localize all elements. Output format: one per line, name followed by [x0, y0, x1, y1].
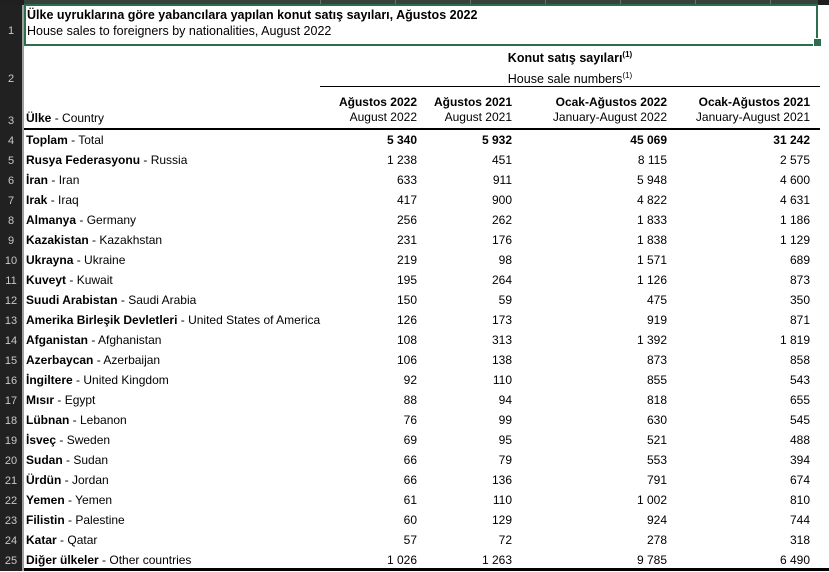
- country-cell[interactable]: Kazakistan - Kazakhstan: [26, 233, 163, 247]
- row-number[interactable]: 2: [7, 73, 15, 85]
- row-number[interactable]: 12: [4, 295, 18, 307]
- country-cell[interactable]: Rusya Federasyonu - Russia: [26, 153, 188, 167]
- table-row[interactable]: [24, 510, 820, 530]
- row-number[interactable]: 16: [4, 375, 18, 387]
- value-cell[interactable]: 278: [646, 533, 667, 547]
- row-number[interactable]: 20: [4, 455, 18, 467]
- value-cell[interactable]: 110: [492, 493, 512, 507]
- title-english: House sales to foreigners by nationalities, August 2022: [27, 24, 332, 38]
- value-cell[interactable]: 1 026: [386, 553, 417, 567]
- country-cell[interactable]: Suudi Arabistan - Saudi Arabia: [26, 293, 197, 307]
- country-cell[interactable]: Amerika Birleşik Devletleri - United States of America: [26, 313, 321, 327]
- value-cell[interactable]: 95: [498, 433, 512, 447]
- row-number[interactable]: 17: [4, 395, 18, 407]
- value-cell[interactable]: 1 819: [779, 333, 810, 347]
- country-cell[interactable]: Almanya - Germany: [26, 213, 137, 227]
- value-cell[interactable]: 4 822: [636, 193, 667, 207]
- value-cell[interactable]: 6 490: [779, 553, 810, 567]
- country-cell[interactable]: Kuveyt - Kuwait: [26, 273, 113, 287]
- value-cell[interactable]: 106: [396, 353, 417, 367]
- value-cell[interactable]: 5 340: [386, 133, 417, 147]
- country-cell[interactable]: İsveç - Sweden: [26, 433, 111, 447]
- value-cell[interactable]: 394: [789, 453, 810, 467]
- row-number[interactable]: 24: [4, 535, 18, 547]
- table-row[interactable]: [24, 470, 820, 490]
- table-row[interactable]: [24, 330, 820, 350]
- table-row[interactable]: [24, 350, 820, 370]
- row-number[interactable]: 5: [7, 155, 15, 167]
- row-number[interactable]: 14: [4, 335, 18, 347]
- title-cell[interactable]: [27, 7, 817, 39]
- value-cell[interactable]: 72: [498, 533, 512, 547]
- value-cell[interactable]: 630: [646, 413, 667, 427]
- value-cell[interactable]: 521: [646, 433, 667, 447]
- value-cell[interactable]: 873: [646, 353, 667, 367]
- value-cell[interactable]: 231: [396, 233, 417, 247]
- column-header-row[interactable]: [24, 88, 820, 130]
- value-cell[interactable]: 1 571: [636, 253, 667, 267]
- title-turkish: Ülke uyruklarına göre yabancılara yapılan konut satış sayıları, Ağustos 2022: [27, 8, 478, 22]
- table-row[interactable]: [24, 170, 820, 190]
- row-number[interactable]: 1: [7, 25, 15, 37]
- value-cell[interactable]: 911: [492, 173, 512, 187]
- value-cell[interactable]: 129: [491, 513, 512, 527]
- value-cell[interactable]: 1 263: [481, 553, 512, 567]
- row-number[interactable]: 19: [4, 435, 18, 447]
- value-cell[interactable]: 4 600: [779, 173, 810, 187]
- value-cell[interactable]: 313: [491, 333, 512, 347]
- table-row[interactable]: [24, 490, 820, 510]
- value-cell[interactable]: 1 392: [636, 333, 667, 347]
- country-cell[interactable]: Afganistan - Afghanistan: [26, 333, 162, 347]
- value-cell[interactable]: 94: [498, 393, 512, 407]
- country-cell[interactable]: Ukrayna - Ukraine: [26, 253, 126, 267]
- row-number[interactable]: 4: [7, 135, 15, 147]
- value-cell[interactable]: 855: [646, 373, 667, 387]
- row-number[interactable]: 10: [4, 255, 18, 267]
- footnote-marker: (1): [622, 50, 633, 59]
- value-cell[interactable]: 1 126: [636, 273, 667, 287]
- country-cell[interactable]: Yemen - Yemen: [26, 493, 113, 507]
- value-cell[interactable]: 256: [396, 213, 417, 227]
- country-cell[interactable]: Ürdün - Jordan: [26, 473, 109, 487]
- row-number[interactable]: 18: [4, 415, 18, 427]
- value-cell[interactable]: 488: [789, 433, 810, 447]
- value-cell[interactable]: 475: [646, 293, 667, 307]
- value-cell[interactable]: 873: [789, 273, 810, 287]
- group-header-english: House sale numbers$^{(1)}$: [507, 71, 633, 87]
- value-cell[interactable]: 919: [646, 313, 667, 327]
- row-number[interactable]: 11: [5, 275, 17, 287]
- row-number[interactable]: 9: [7, 235, 15, 247]
- value-cell[interactable]: 138: [491, 353, 512, 367]
- value-cell[interactable]: 150: [396, 293, 417, 307]
- value-cell[interactable]: 59: [498, 293, 512, 307]
- row-number-gutter[interactable]: [0, 5, 24, 571]
- value-cell[interactable]: 99: [498, 413, 512, 427]
- table-row[interactable]: [24, 450, 820, 470]
- country-column-header[interactable]: Ülke - Country: [26, 111, 105, 125]
- sheet-content: [24, 5, 829, 572]
- row-number[interactable]: 8: [7, 215, 15, 227]
- value-cell[interactable]: 176: [491, 233, 512, 247]
- country-cell[interactable]: Lübnan - Lebanon: [26, 413, 127, 427]
- table-body: [24, 130, 820, 570]
- table-row[interactable]: [24, 390, 820, 410]
- value-cell[interactable]: 5 948: [636, 173, 667, 187]
- value-cell[interactable]: 900: [491, 193, 512, 207]
- value-cell[interactable]: 262: [491, 213, 512, 227]
- value-cell[interactable]: 98: [498, 253, 512, 267]
- value-cell[interactable]: 1 002: [636, 493, 667, 507]
- value-cell[interactable]: 136: [491, 473, 512, 487]
- row-number[interactable]: 6: [7, 175, 15, 187]
- row-number[interactable]: 15: [4, 355, 18, 367]
- value-cell[interactable]: 31 242: [773, 133, 810, 147]
- country-cell[interactable]: Katar - Qatar: [26, 533, 98, 547]
- value-cell[interactable]: 791: [646, 473, 667, 487]
- value-cell[interactable]: 88: [403, 393, 417, 407]
- country-cell[interactable]: Sudan - Sudan: [26, 453, 109, 467]
- table-row[interactable]: [24, 430, 820, 450]
- value-cell[interactable]: 451: [491, 153, 512, 167]
- table-row[interactable]: [24, 410, 820, 430]
- row-number[interactable]: 7: [7, 195, 15, 207]
- value-cell[interactable]: 79: [498, 453, 512, 467]
- value-cell[interactable]: 689: [789, 253, 810, 267]
- table-row[interactable]: [24, 550, 820, 570]
- value-cell[interactable]: 110: [492, 373, 512, 387]
- row-number[interactable]: 25: [4, 555, 18, 567]
- value-cell[interactable]: 674: [789, 473, 810, 487]
- country-cell[interactable]: Irak - Iraq: [26, 193, 79, 207]
- row-number[interactable]: 21: [4, 475, 18, 487]
- value-cell[interactable]: 66: [403, 453, 417, 467]
- value-cell[interactable]: 76: [403, 413, 417, 427]
- value-cell[interactable]: 318: [789, 533, 810, 547]
- value-cell[interactable]: 553: [646, 453, 667, 467]
- country-cell[interactable]: Azerbaycan - Azerbaijan: [26, 353, 161, 367]
- value-cell[interactable]: 1 838: [636, 233, 667, 247]
- table-row[interactable]: [24, 530, 820, 550]
- table-row[interactable]: [24, 190, 820, 210]
- row-number[interactable]: 3: [7, 115, 15, 127]
- value-cell[interactable]: 9 785: [636, 553, 667, 567]
- value-cell[interactable]: 45 069: [630, 133, 667, 147]
- value-cell[interactable]: 543: [789, 373, 810, 387]
- value-cell[interactable]: 61: [403, 493, 417, 507]
- group-header-underline: [320, 86, 820, 87]
- value-cell[interactable]: 1 238: [386, 153, 417, 167]
- value-cell[interactable]: 173: [491, 313, 512, 327]
- value-cell[interactable]: 66: [403, 473, 417, 487]
- table-row[interactable]: [24, 230, 820, 250]
- table-row[interactable]: [24, 310, 820, 330]
- column-header[interactable]: Ağustos 2021 August 2021: [433, 95, 512, 124]
- value-cell[interactable]: 8 115: [637, 153, 667, 167]
- value-cell[interactable]: 924: [646, 513, 667, 527]
- value-cell[interactable]: 108: [396, 333, 417, 347]
- value-cell[interactable]: 810: [789, 493, 810, 507]
- table-row[interactable]: [24, 290, 820, 310]
- value-cell[interactable]: 1 129: [779, 233, 810, 247]
- value-cell[interactable]: 264: [491, 273, 512, 287]
- value-cell[interactable]: 633: [396, 173, 417, 187]
- value-cell[interactable]: 350: [789, 293, 810, 307]
- value-cell[interactable]: 69: [403, 433, 417, 447]
- row-number[interactable]: 22: [4, 495, 18, 507]
- country-cell[interactable]: Toplam - Total: [26, 133, 104, 147]
- value-cell[interactable]: 92: [403, 373, 417, 387]
- table-bottom-border: [24, 568, 829, 571]
- table-row[interactable]: [24, 270, 820, 290]
- value-cell[interactable]: 219: [396, 253, 417, 267]
- value-cell[interactable]: 858: [789, 353, 810, 367]
- country-cell[interactable]: İran - Iran: [26, 173, 80, 187]
- row-number[interactable]: 13: [4, 315, 18, 327]
- table-row[interactable]: [24, 150, 820, 170]
- column-header[interactable]: Ocak-Ağustos 2021 January-August 2021: [695, 95, 810, 124]
- column-header[interactable]: Ocak-Ağustos 2022 January-August 2022: [552, 95, 667, 124]
- value-cell[interactable]: 2 575: [779, 153, 810, 167]
- table-row[interactable]: [24, 210, 820, 230]
- column-header[interactable]: Ağustos 2022 August 2022: [338, 95, 417, 124]
- group-header[interactable]: [320, 46, 820, 88]
- value-cell[interactable]: 545: [789, 413, 810, 427]
- value-cell[interactable]: 655: [789, 393, 810, 407]
- value-cell[interactable]: 60: [403, 513, 417, 527]
- table-row[interactable]: [24, 130, 820, 150]
- table-row[interactable]: [24, 250, 820, 270]
- group-header-turkish: Konut satış sayıları$^{(1)}$: [507, 50, 633, 66]
- value-cell[interactable]: 417: [396, 193, 417, 207]
- value-cell[interactable]: 744: [789, 513, 810, 527]
- value-cell[interactable]: 4 631: [779, 193, 810, 207]
- country-cell[interactable]: Mısır - Egypt: [26, 393, 96, 407]
- value-cell[interactable]: 1 833: [636, 213, 667, 227]
- country-cell[interactable]: Diğer ülkeler - Other countries: [26, 553, 192, 567]
- value-cell[interactable]: 57: [403, 533, 417, 547]
- value-cell[interactable]: 871: [789, 313, 810, 327]
- value-cell[interactable]: 195: [396, 273, 417, 287]
- value-cell[interactable]: 1 186: [779, 213, 810, 227]
- footnote-marker: (1): [622, 71, 633, 81]
- value-cell[interactable]: 5 932: [481, 133, 512, 147]
- country-cell[interactable]: İngiltere - United Kingdom: [26, 373, 169, 387]
- country-cell[interactable]: Filistin - Palestine: [26, 513, 125, 527]
- value-cell[interactable]: 126: [396, 313, 417, 327]
- row-number[interactable]: 23: [4, 515, 18, 527]
- table-row[interactable]: [24, 370, 820, 390]
- value-cell[interactable]: 818: [646, 393, 667, 407]
